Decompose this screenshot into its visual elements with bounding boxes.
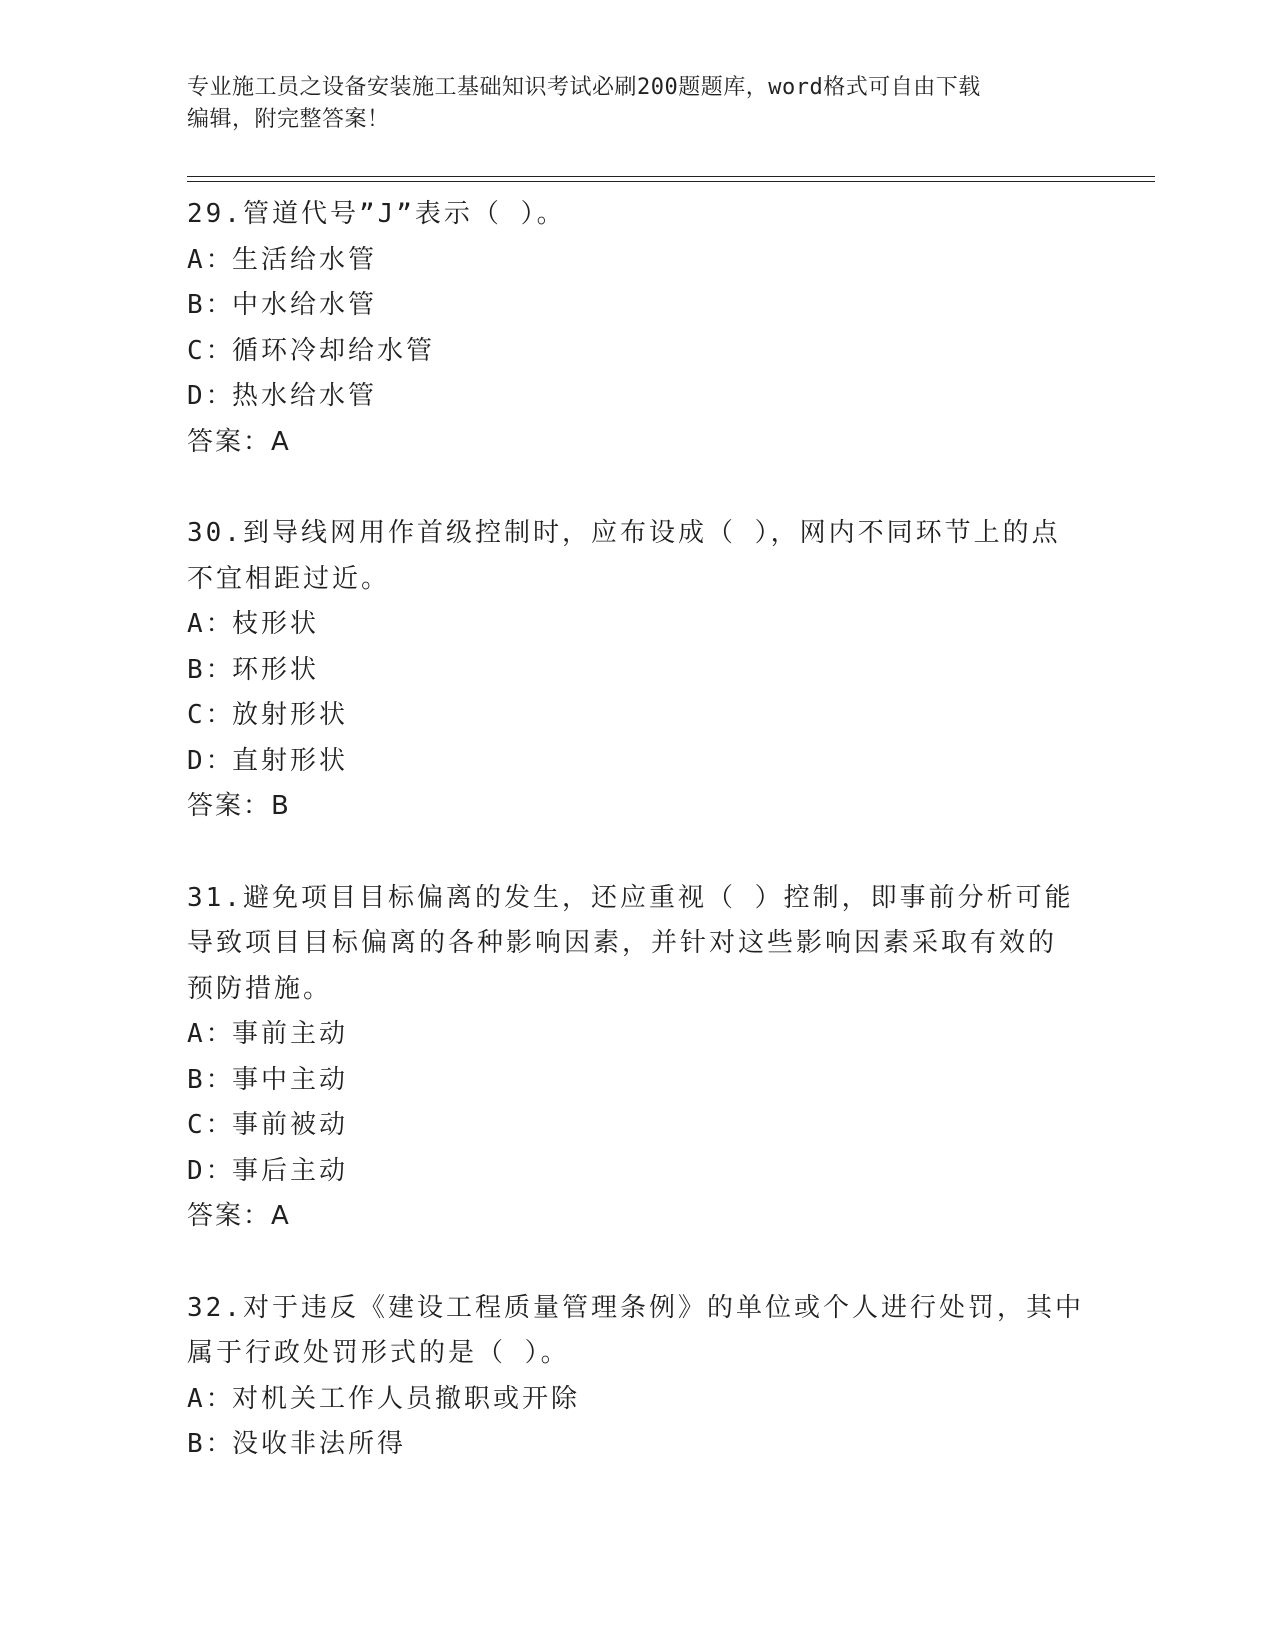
option-letter: B： (187, 1429, 235, 1459)
question-list (187, 192, 1087, 1468)
option-letter: A： (187, 1019, 235, 1049)
question-stem-line: 30.到导线网用作首级控制时，应布设成（ ），网内不同环节上的点 (187, 518, 1061, 548)
option-letter: D： (187, 381, 235, 411)
question-31 (187, 876, 1087, 1240)
option-text: 对机关工作人员撤职或开除 (232, 1383, 581, 1414)
option-a (187, 602, 1087, 648)
document-header (187, 72, 1067, 136)
option-d (187, 1149, 1087, 1195)
option-letter: C： (187, 335, 235, 366)
header-divider-bottom (187, 181, 1155, 182)
question-32 (187, 1286, 1087, 1468)
option-text: 环形状 (232, 654, 320, 685)
question-30 (187, 511, 1087, 830)
option-letter: A： (187, 244, 235, 275)
option-a (187, 1012, 1087, 1058)
question-stem-line: 31.避免项目目标偏离的发生，还应重视（ ）控制，即事前分析可能 (187, 882, 1074, 913)
option-letter: B： (187, 1064, 235, 1095)
answer-line: 答案：A (187, 1201, 291, 1231)
option-letter: C： (187, 700, 235, 730)
header-divider-top (187, 176, 1155, 177)
answer-line: 答案：B (187, 791, 291, 821)
option-text: 事前主动 (232, 1019, 349, 1049)
option-text: 中水给水管 (232, 290, 378, 320)
question-29 (187, 192, 1087, 465)
option-b (187, 1422, 1087, 1468)
option-text: 事中主动 (232, 1064, 349, 1095)
option-d (187, 374, 1087, 420)
option-text: 事前被动 (232, 1110, 349, 1140)
question-stem-line: 不宜相距过近。 (187, 563, 391, 594)
option-a (187, 238, 1087, 284)
question-stem-line: 预防措施。 (187, 973, 333, 1004)
question-stem-line: 32.对于违反《建设工程质量管理条例》的单位或个人进行处罚，其中 (187, 1292, 1084, 1323)
option-letter: B： (187, 654, 235, 685)
option-text: 事后主动 (232, 1155, 349, 1186)
option-text: 生活给水管 (232, 244, 378, 275)
option-b (187, 648, 1087, 694)
option-a (187, 1377, 1087, 1423)
option-text: 放射形状 (232, 700, 349, 730)
option-letter: B： (187, 290, 235, 320)
question-spacer (187, 830, 1087, 876)
answer-line: 答案：A (187, 426, 291, 457)
option-letter: A： (187, 609, 235, 639)
question-spacer (187, 465, 1087, 511)
header-title-line-2: 编辑，附完整答案！ (187, 107, 390, 132)
question-stem-line: 29.管道代号”J”表示（ ）。 (187, 199, 566, 229)
option-letter: D： (187, 1155, 235, 1186)
option-b (187, 1058, 1087, 1104)
option-letter: C： (187, 1110, 235, 1140)
option-d (187, 739, 1087, 785)
option-b (187, 283, 1087, 329)
question-spacer (187, 1240, 1087, 1286)
option-text: 枝形状 (232, 609, 320, 639)
option-c (187, 329, 1087, 375)
question-stem-line: 导致项目目标偏离的各种影响因素，并针对这些影响因素采取有效的 (187, 928, 1058, 958)
question-stem-line: 属于行政处罚形式的是（ ）。 (187, 1338, 570, 1368)
option-text: 没收非法所得 (232, 1429, 407, 1459)
option-letter: D： (187, 745, 235, 776)
option-text: 直射形状 (232, 745, 349, 776)
option-c (187, 1103, 1087, 1149)
option-text: 循环冷却给水管 (232, 335, 436, 366)
header-title-line-1: 专业施工员之设备安装施工基础知识考试必刷200题题库，word格式可自由下载 (187, 75, 981, 100)
option-text: 热水给水管 (232, 381, 378, 411)
option-c (187, 693, 1087, 739)
option-letter: A： (187, 1383, 235, 1414)
